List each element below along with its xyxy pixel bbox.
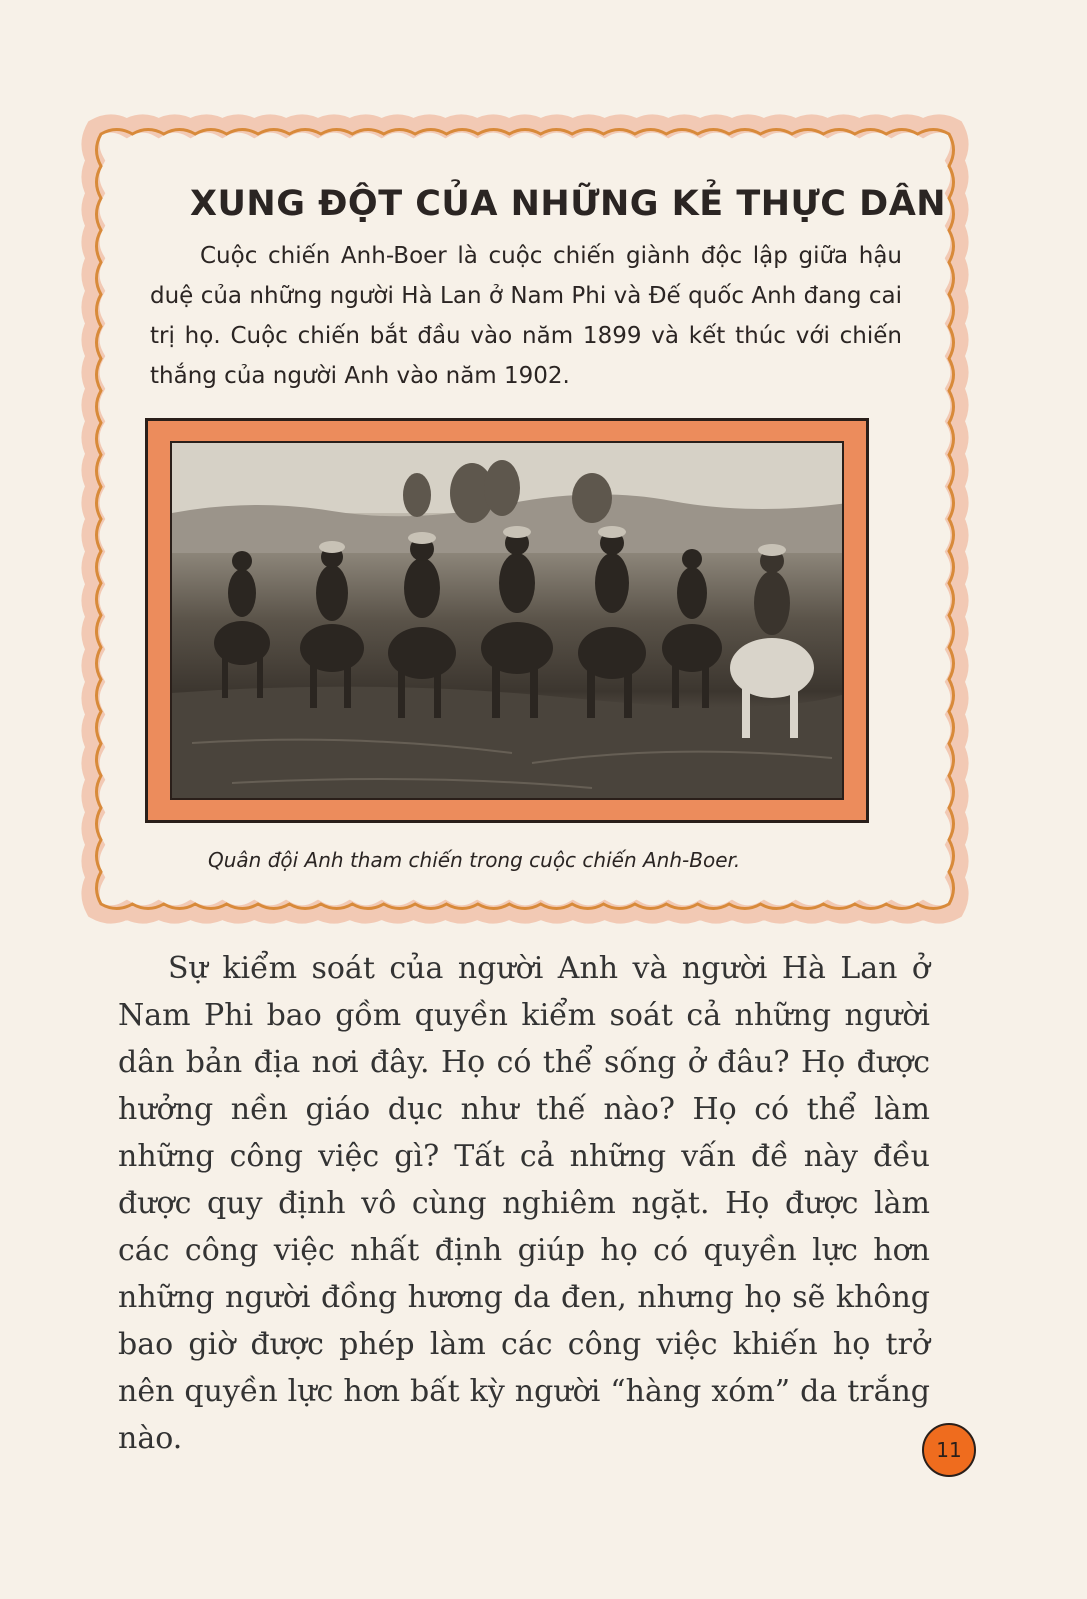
body-paragraph-content: Sự kiểm soát của người Anh và người Hà Lan ở Nam Phi bao gồm quyền kiểm soát cả những người dân bản địa nơi đây. Họ có thể sống ở đâu? Họ được hưởng nền giáo dục như thế nào? Họ có thể làm những công việc gì? Tất cả những vấn đề này đều được quy định vô cùng nghiêm ngặt. Họ được làm các công việc nhất định giúp họ có quyền lực hơn những người đồng hương da đen, nhưng họ sẽ không bao giờ được phép làm các công việc khiến họ trở nên quyền lực hơn bất kỳ người “hàng xóm” da trắng nào.: [118, 951, 930, 1456]
historical-photo: [170, 441, 844, 800]
page-number-badge: 11: [922, 1423, 976, 1477]
sidebar-title: XUNG ĐỘT CỦA NHỮNG KẺ THỰC DÂN: [190, 184, 947, 224]
photo-frame: [145, 418, 869, 823]
sidebar-text-content: Cuộc chiến Anh-Boer là cuộc chiến giành độc lập giữa hậu duệ của những người Hà Lan ở Nam Phi và Đế quốc Anh đang cai trị họ. Cuộc chiến bắt đầu vào năm 1899 và kết thúc với chiến thắng của người Anh vào năm 1902.: [150, 243, 902, 389]
photo-caption: Quân đội Anh tham chiến trong cuộc chiến Anh-Boer.: [208, 848, 741, 872]
sidebar-text: [150, 236, 902, 396]
body-paragraph: [118, 945, 930, 1462]
